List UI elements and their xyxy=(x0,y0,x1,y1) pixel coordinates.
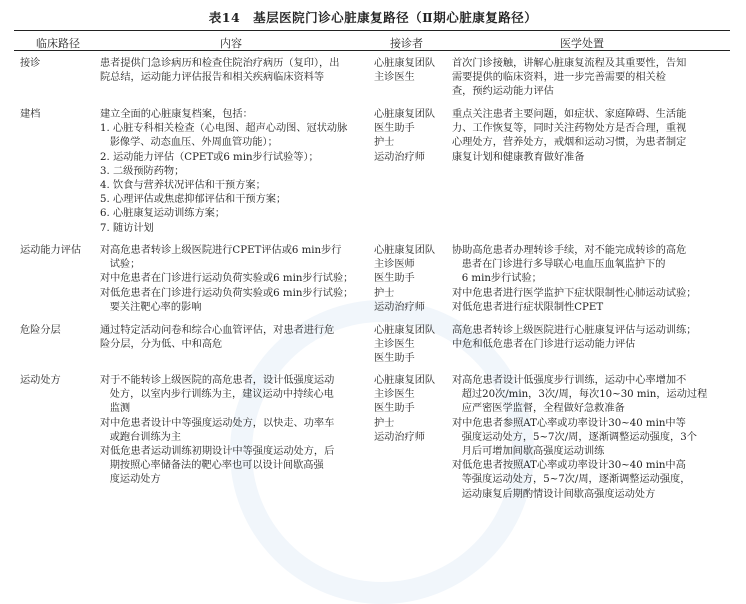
row-4-staff: 心脏康复团队 主诊医生 医生助手 xyxy=(374,325,436,365)
row-5-content: 对于不能转诊上级医院的高危患者，设计低强度运动 处方，以室内步行训练为主，建议运动中持续心电 监测 对中危患者设计中等强度运动处方，以快走、功率车 或跑台训练为主 对低危患者运动训练初期设计中等强度运动处方，后 期按照心率储备法的靶心率也可以设计间歇高强 度运动处方 xyxy=(100,375,335,486)
row-2-staff: 心脏康复团队 医生助手 护士 运动治疗师 xyxy=(374,109,436,163)
row-3-content: 对高危患者转诊上级医院进行CPET评估或6 min步行 试验； 对中危患者在门诊进行运动负荷实验或6 min步行试验； 对低危患者在门诊进行运动负荷实验或6 min步行试验； 要关注靶心率的影响 xyxy=(100,245,354,313)
row-2-content: 建立全面的心脏康复档案，包括： 1. 心脏专科相关检查（心电图、超声心动图、冠状动脉 影像学、动态血压、外周血管功能）； 2. 运动能力评估（CPET或6 min步行试验等）； 3. 二级预防药物； 4. 饮食与营养状况评估和干预方案； 5. 心理评估或焦虑抑郁评估和干预方案； 6. 心脏康复运动训练方案； 7. 随访计划 xyxy=(100,109,348,234)
row-4-content: 通过特定活动问卷和综合心血管评估，对患者进行危 险分层，分为低、中和高危 xyxy=(100,325,335,351)
row-4-action: 高危患者转诊上级医院进行心脏康复评估与运动训练； 中危和低危患者在门诊进行运动能力评估 xyxy=(452,325,697,351)
header-path: 临床路径 xyxy=(36,37,80,50)
row-3-action: 协助高危患者办理转诊手续，对不能完成转诊的高危 患者在门诊进行多导联心电血压血氧监护下的 6 min步行试验； 对中危患者进行医学监护下症状限制性心肺运动试验； 对低危患者进行症状限制性CPET xyxy=(452,245,697,313)
row-5-staff: 心脏康复团队 主诊医生 医生助手 护士 运动治疗师 xyxy=(374,375,436,443)
header-staff: 接诊者 xyxy=(390,37,423,50)
table-title: 表14 基层医院门诊心脏康复路径（Ⅱ期心脏康复路径） xyxy=(208,10,538,25)
header-action: 医学处置 xyxy=(560,37,604,50)
top-rule xyxy=(14,30,730,31)
row-1-staff: 心脏康复团队 主诊医生 xyxy=(374,58,436,84)
row-1-path: 接诊 xyxy=(20,58,41,69)
row-3-staff: 心脏康复团队 主诊医师 医生助手 护士 运动治疗师 xyxy=(374,245,436,313)
header-content: 内容 xyxy=(220,37,242,50)
row-1-action: 首次门诊接触，讲解心脏康复流程及其重要性，告知 需要提供的临床资料，进一步完善需要的相关检 查，预约运动能力评估 xyxy=(452,58,687,98)
row-3-path: 运动能力评估 xyxy=(20,245,82,256)
row-4-path: 危险分层 xyxy=(20,325,61,336)
row-1-content: 患者提供门急诊病历和检查住院治疗病历（复印），出 院总结，运动能力评估报告和相关疾病临床资料等 xyxy=(100,58,340,84)
row-2-path: 建档 xyxy=(20,109,41,120)
header-rule xyxy=(14,50,730,51)
row-2-action: 重点关注患者主要问题，如症状、家庭障碍、生活能 力、工作恢复等，同时关注药物处方是否合理，重视 心理处方，营养处方，戒烟和运动习惯，为患者制定 康复计划和健康教育做好准备 xyxy=(452,109,687,163)
row-5-action: 对高危患者设计低强度步行训练，运动中心率增加不 超过20次/min，3次/周，每次10~30 min，运动过程 应严密医学监督，全程做好急救准备 对中危患者参照AT心率或功率设计30~40 min中等 强度运动处方，5~7次/周，逐渐调整运动强度，3个 月后可增加间歇高强度运动训练 对低危患者按照AT心率或功率设计30~40 min中高 等强度运动处方，5~7次/周，逐渐调整运动强度， 运动康复后期酌情设计间歇高强度运动处方 xyxy=(452,375,708,500)
row-5-path: 运动处方 xyxy=(20,375,61,386)
